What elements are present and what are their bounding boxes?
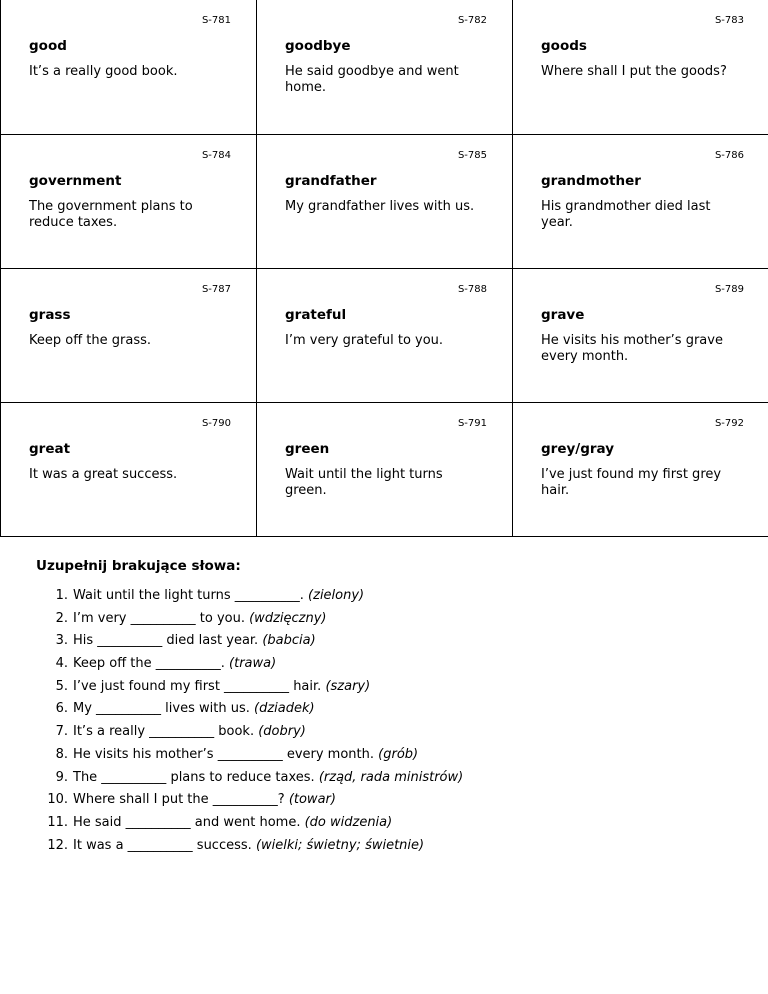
card-sentence: My grandfather lives with us. <box>285 199 475 214</box>
item-hint: (zielony) <box>308 588 365 603</box>
item-number: 11. <box>47 814 68 830</box>
flashcard <box>257 402 513 536</box>
list-item <box>36 679 736 702</box>
exercise-list <box>36 588 736 860</box>
item-text: Wait until the light turns __________. <box>73 588 304 603</box>
item-hint: (trawa) <box>229 656 277 672</box>
item-text: He visits his mother’s __________ every month. <box>73 746 375 762</box>
list-item <box>36 656 736 679</box>
card-code: S-791 <box>457 418 487 429</box>
card-code: S-784 <box>201 150 231 161</box>
item-number: 3. <box>55 633 68 649</box>
card-code: S-787 <box>201 284 231 295</box>
card-word: green <box>285 441 330 457</box>
card-code: S-786 <box>714 150 744 161</box>
card-word: good <box>29 38 67 54</box>
item-number: 10. <box>47 792 68 808</box>
item-hint: (towar) <box>288 792 336 808</box>
card-sentence: I’m very grateful to you. <box>285 333 444 348</box>
item-number: 8. <box>55 746 68 762</box>
card-word: great <box>29 441 71 457</box>
card-sentence: He said goodbye and went home. <box>285 64 459 95</box>
list-item <box>36 724 736 747</box>
card-word: government <box>29 173 122 189</box>
item-number: 7. <box>55 724 68 740</box>
flashcard <box>1 0 257 134</box>
item-number: 4. <box>55 656 68 672</box>
item-number: 12. <box>47 837 68 853</box>
item-text: My __________ lives with us. <box>73 701 250 717</box>
card-sentence: The government plans to reduce taxes. <box>29 199 193 230</box>
item-number: 9. <box>55 769 68 785</box>
item-hint: (babcia) <box>262 633 316 649</box>
list-item <box>36 770 736 793</box>
item-hint: (grób) <box>378 746 419 762</box>
item-text: Where shall I put the __________? <box>73 792 285 808</box>
flashcard <box>257 134 513 268</box>
card-word: grateful <box>285 307 347 323</box>
list-item <box>36 792 736 815</box>
item-hint: (dobry) <box>258 724 306 740</box>
list-item <box>36 815 736 838</box>
card-code: S-792 <box>714 418 744 429</box>
card-word: grandmother <box>541 173 641 189</box>
card-word: grass <box>29 307 71 323</box>
item-text: I’m very __________ to you. <box>73 610 245 626</box>
card-word: goodbye <box>285 38 351 54</box>
flashcard <box>1 402 257 536</box>
card-code: S-785 <box>457 150 487 161</box>
item-text: It’s a really __________ book. <box>73 724 255 740</box>
card-sentence: He visits his mother’s grave every month. <box>541 333 723 364</box>
card-code: S-788 <box>457 284 487 295</box>
item-number: 2. <box>55 610 68 626</box>
list-item <box>36 747 736 770</box>
card-code: S-783 <box>714 15 744 26</box>
item-text: It was a __________ success. <box>73 837 252 853</box>
item-number: 6. <box>55 701 68 717</box>
exercise-title: Uzupełnij brakujące słowa: <box>36 558 241 574</box>
card-sentence: It was a great success. <box>29 467 178 482</box>
item-text: Keep off the __________. <box>73 656 225 672</box>
item-hint: (wdzięczny) <box>249 610 327 626</box>
card-code: S-790 <box>201 418 231 429</box>
card-code: S-781 <box>201 15 231 26</box>
card-word: grey/gray <box>541 441 615 457</box>
card-word: grave <box>541 307 585 323</box>
list-item <box>36 611 736 634</box>
item-hint: (dziadek) <box>254 701 315 717</box>
item-hint: (do widzenia) <box>304 814 393 830</box>
item-hint: (szary) <box>325 678 371 694</box>
card-sentence: His grandmother died last year. <box>541 199 711 230</box>
item-text: He said __________ and went home. <box>73 814 301 830</box>
card-code: S-789 <box>714 284 744 295</box>
item-number: 5. <box>55 678 68 694</box>
flashcard <box>1 134 257 268</box>
flashcard <box>1 268 257 402</box>
item-hint: (wielki; świetny; świetnie) <box>255 837 425 853</box>
list-item <box>36 701 736 724</box>
flashcard <box>513 134 768 268</box>
item-hint: (rząd, rada ministrów) <box>318 769 464 785</box>
card-sentence: Where shall I put the goods? <box>541 64 727 79</box>
card-sentence: I’ve just found my first grey hair. <box>541 467 722 498</box>
item-text: I’ve just found my first __________ hair. <box>73 678 322 694</box>
flashcard <box>257 268 513 402</box>
card-word: goods <box>541 38 587 54</box>
flashcard <box>513 402 768 536</box>
flashcard <box>513 0 768 134</box>
fill-in-exercise <box>36 558 736 860</box>
card-sentence: Keep off the grass. <box>29 333 152 348</box>
item-text: The __________ plans to reduce taxes. <box>73 769 315 785</box>
card-word: grandfather <box>285 173 377 189</box>
item-number: 1. <box>55 588 68 603</box>
card-sentence: Wait until the light turns green. <box>285 467 443 498</box>
list-item <box>36 588 736 611</box>
card-code: S-782 <box>457 15 487 26</box>
item-text: His __________ died last year. <box>73 633 259 649</box>
flashcard <box>257 0 513 134</box>
card-sentence: It’s a really good book. <box>29 64 178 79</box>
list-item <box>36 838 736 861</box>
flashcard <box>513 268 768 402</box>
list-item <box>36 633 736 656</box>
